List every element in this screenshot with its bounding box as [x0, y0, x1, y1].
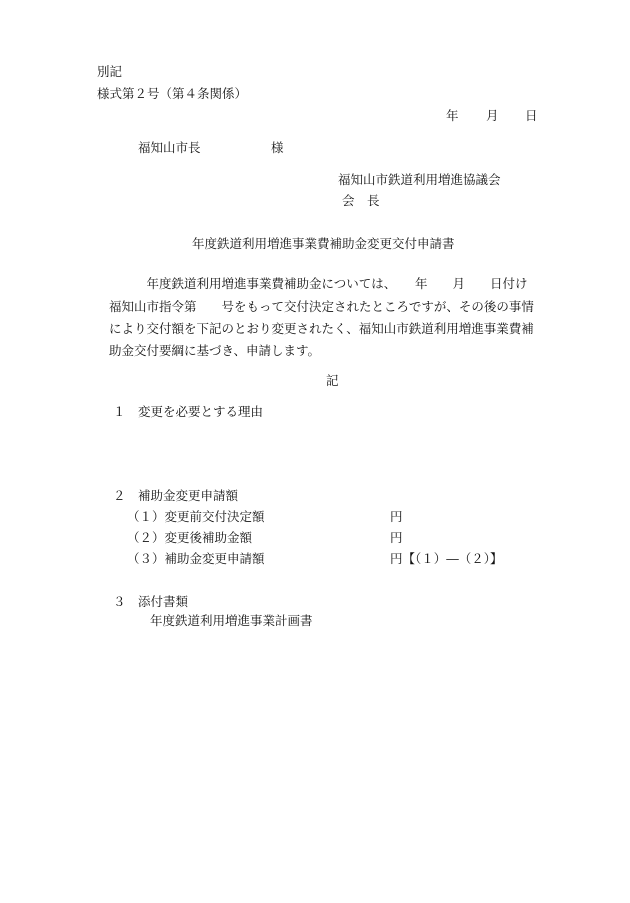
section2-item-unit: 円【（１）―（２）】 — [390, 551, 503, 566]
section2-heading: ２ 補助金変更申請額 — [113, 488, 239, 503]
date-month: 月 — [486, 108, 499, 123]
section3-heading: ３ 添付書類 — [113, 594, 189, 609]
section1-heading: １ 変更を必要とする理由 — [113, 404, 264, 419]
body-line: により交付額を下記のとおり変更されたく、福知山市鉄道利用増進事業費補 — [109, 321, 534, 336]
section2-item-label: （３）補助金変更申請額 — [127, 551, 265, 566]
section2-item-unit: 円 — [390, 530, 403, 545]
section2-item-label: （１）変更前交付決定額 — [127, 509, 265, 524]
date-day: 日 — [525, 108, 538, 123]
section3-item: 年度鉄道利用増進事業計画書 — [150, 613, 313, 628]
addressee-name: 福知山市長 — [138, 140, 201, 155]
form-number: 様式第２号（第４条関係） — [97, 86, 248, 101]
section2-item-unit: 円 — [390, 509, 403, 524]
document-title: 年度鉄道利用増進事業費補助金変更交付申請書 — [192, 236, 455, 251]
body-line: 福知山市指令第 号をもって交付決定されたところですが、その後の事情 — [109, 299, 534, 314]
ki-marker: 記 — [326, 373, 339, 388]
addressee-honorific: 様 — [271, 140, 284, 155]
body-line: 助金交付要綱に基づき、申請します。 — [109, 343, 321, 358]
section2-item-label: （２）変更後補助金額 — [127, 530, 253, 545]
annex-label: 別記 — [97, 64, 123, 79]
applicant-organization: 福知山市鉄道利用増進協議会 — [338, 172, 501, 187]
date-year: 年 — [446, 108, 459, 123]
body-line: 年度鉄道利用増進事業費補助金については、 年 月 日付け — [109, 276, 528, 291]
applicant-role: 会 長 — [342, 193, 380, 208]
